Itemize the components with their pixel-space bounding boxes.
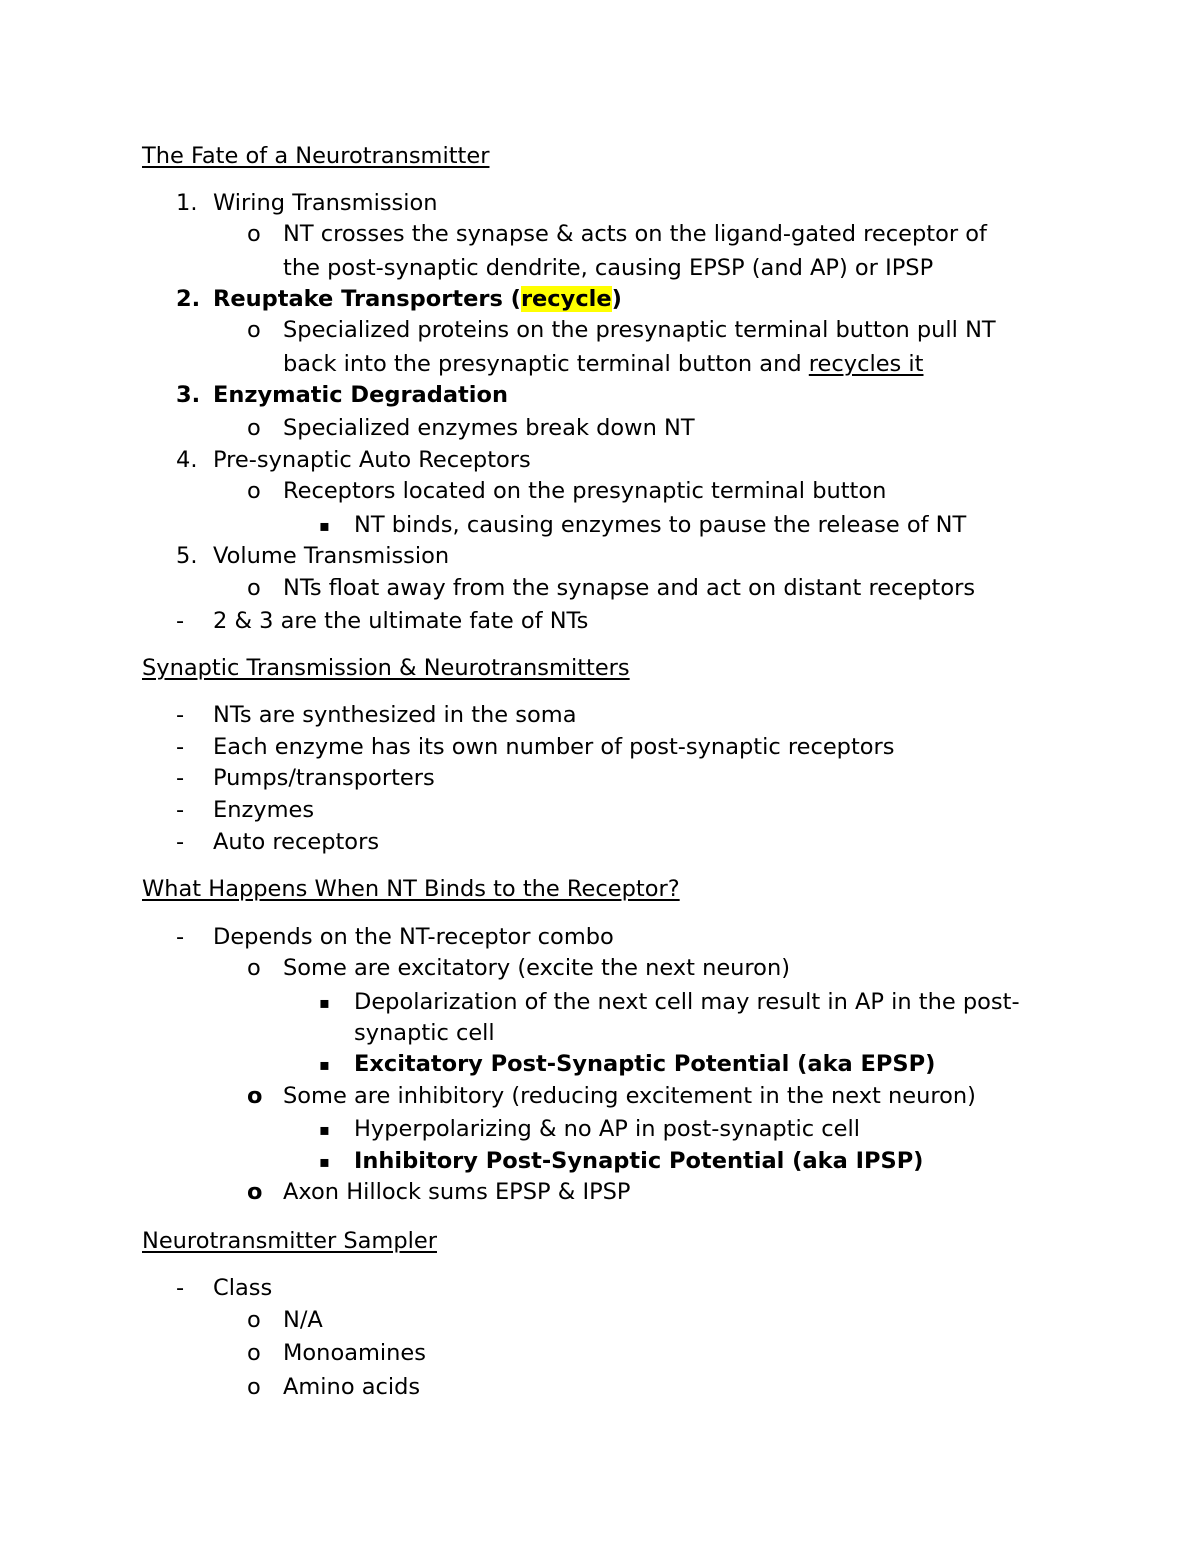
list-item-text: Volume Transmission xyxy=(213,543,450,569)
list-item-text xyxy=(213,288,622,311)
dash-bullet-icon: - xyxy=(176,734,185,760)
sub-sub-item-text: Hyperpolarizing & no AP in post-synaptic cell xyxy=(354,1116,860,1142)
sub-item-text: Specialized proteins on the presynaptic terminal button pull NT xyxy=(283,317,996,343)
list-item-text: Pre-synaptic Auto Receptors xyxy=(213,447,531,473)
dash-bullet-icon: - xyxy=(176,702,185,728)
sub-item-text: Monoamines xyxy=(283,1340,426,1366)
section-heading-synaptic-transmission: Synaptic Transmission & Neurotransmitters xyxy=(142,655,630,681)
sub-item-text-continued xyxy=(283,353,924,376)
sub-sub-item-text-continued: synaptic cell xyxy=(354,1020,495,1046)
list-item-text: Pumps/transporters xyxy=(213,765,435,791)
item-text-part: back into the presynaptic terminal button and xyxy=(283,351,809,377)
section-heading-sampler: Neurotransmitter Sampler xyxy=(142,1228,437,1254)
sub-item-text: NTs float away from the synapse and act on distant receptors xyxy=(283,575,976,601)
list-item-text: Depends on the NT-receptor combo xyxy=(213,924,614,950)
list-item-text: Enzymes xyxy=(213,797,315,823)
list-marker: 5. xyxy=(176,543,198,569)
highlighted-text: recycle xyxy=(520,286,612,312)
sub-item-text: N/A xyxy=(283,1307,323,1333)
section-heading-nt-binds: What Happens When NT Binds to the Receptor? xyxy=(142,876,680,902)
list-item-text: Each enzyme has its own number of post-synaptic receptors xyxy=(213,734,895,760)
sub-item-text-continued: the post-synaptic dendrite, causing EPSP (and AP) or IPSP xyxy=(283,255,934,281)
sub-item-text: Specialized enzymes break down NT xyxy=(283,415,695,441)
list-item-text: NTs are synthesized in the soma xyxy=(213,702,577,728)
list-item-text: Enzymatic Degradation xyxy=(213,382,508,408)
circle-bullet-icon: o xyxy=(247,1340,261,1366)
square-bullet-icon: ▪ xyxy=(319,516,330,535)
sub-item-text: Some are inhibitory (reducing excitement in the next neuron) xyxy=(283,1083,976,1109)
circle-bullet-icon: o xyxy=(247,575,261,601)
list-marker: 2. xyxy=(176,286,201,312)
circle-bullet-icon: o xyxy=(247,1083,263,1109)
square-bullet-icon: ▪ xyxy=(319,993,330,1012)
dash-bullet-icon: - xyxy=(176,608,185,634)
sub-sub-item-text: NT binds, causing enzymes to pause the release of NT xyxy=(354,512,967,538)
circle-bullet-icon: o xyxy=(247,1179,263,1205)
sub-item-text: Receptors located on the presynaptic terminal button xyxy=(283,478,887,504)
sub-sub-item-text: Excitatory Post-Synaptic Potential (aka EPSP) xyxy=(354,1051,936,1077)
circle-bullet-icon: o xyxy=(247,221,261,247)
item-text-part: Reuptake Transporters ( xyxy=(213,286,521,312)
circle-bullet-icon: o xyxy=(247,317,261,343)
square-bullet-icon: ▪ xyxy=(319,1055,330,1074)
list-item-text: Class xyxy=(213,1275,273,1301)
sub-sub-item-text: Inhibitory Post-Synaptic Potential (aka IPSP) xyxy=(354,1148,924,1174)
item-text-part: ) xyxy=(611,286,622,312)
list-item-text: Wiring Transmission xyxy=(213,190,438,216)
sub-item-text: NT crosses the synapse & acts on the ligand-gated receptor of xyxy=(283,221,987,247)
circle-bullet-icon: o xyxy=(247,955,261,981)
list-marker: 4. xyxy=(176,447,198,473)
circle-bullet-icon: o xyxy=(247,1307,261,1333)
sub-item-text: Some are excitatory (excite the next neuron) xyxy=(283,955,790,981)
sub-sub-item-text: Depolarization of the next cell may result in AP in the post- xyxy=(354,989,1020,1015)
square-bullet-icon: ▪ xyxy=(319,1152,330,1171)
dash-bullet-icon: - xyxy=(176,765,185,791)
circle-bullet-icon: o xyxy=(247,415,261,441)
dash-bullet-icon: - xyxy=(176,924,185,950)
list-marker: 3. xyxy=(176,382,201,408)
underlined-text: recycles it xyxy=(808,351,924,377)
list-item-text: Auto receptors xyxy=(213,829,380,855)
square-bullet-icon: ▪ xyxy=(319,1120,330,1139)
section-heading-fate: The Fate of a Neurotransmitter xyxy=(142,143,490,169)
circle-bullet-icon: o xyxy=(247,478,261,504)
sub-item-text: Amino acids xyxy=(283,1374,421,1400)
sub-item-text: Axon Hillock sums EPSP & IPSP xyxy=(283,1179,631,1205)
list-item-text: 2 & 3 are the ultimate fate of NTs xyxy=(213,608,589,634)
circle-bullet-icon: o xyxy=(247,1374,261,1400)
dash-bullet-icon: - xyxy=(176,1275,185,1301)
dash-bullet-icon: - xyxy=(176,797,185,823)
list-marker: 1. xyxy=(176,190,198,216)
dash-bullet-icon: - xyxy=(176,829,185,855)
